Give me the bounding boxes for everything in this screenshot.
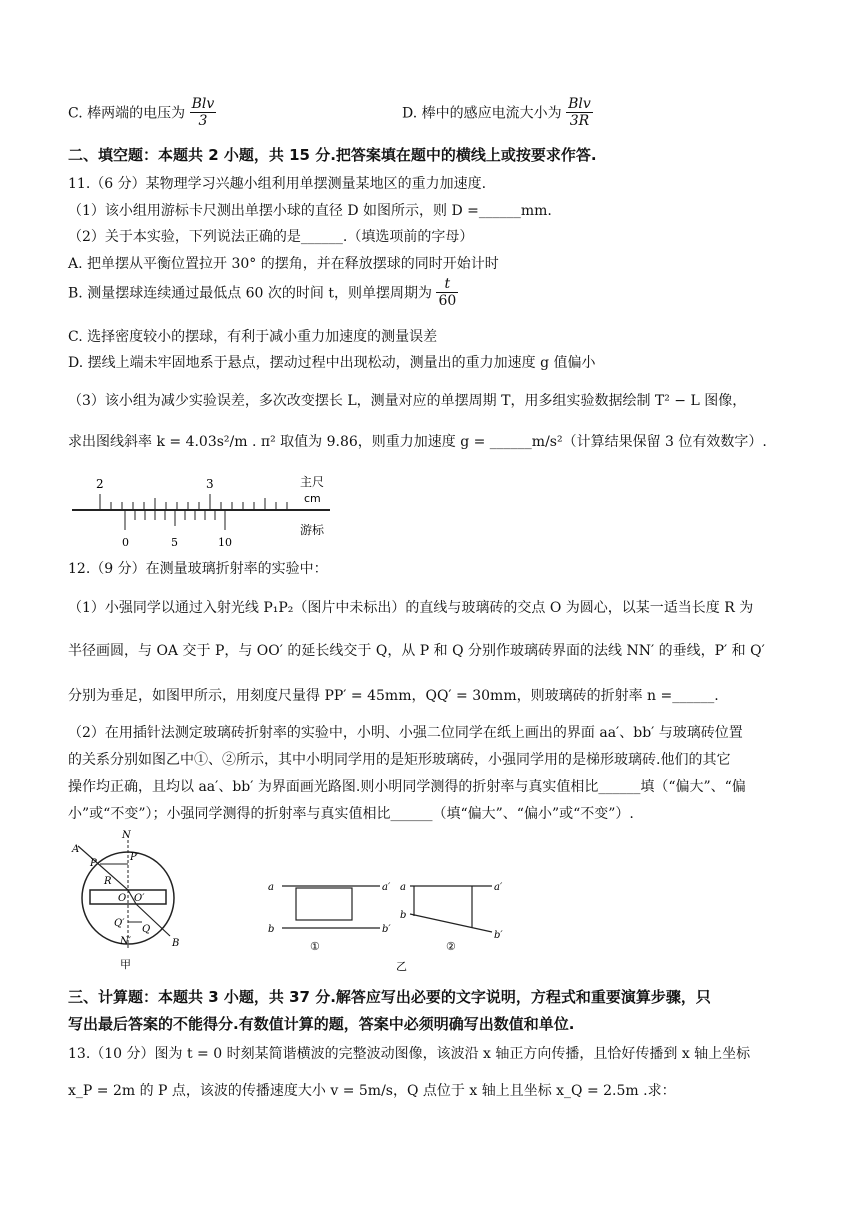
q11-stem: 11.（6 分）某物理学习兴趣小组利用单摆测量某地区的重力加速度. (68, 176, 487, 192)
caliper-vernier-tick-10: 10 (218, 536, 232, 549)
q11-option-c: C. 选择密度较小的摆球，有利于减小重力加速度的测量误差 (68, 329, 438, 345)
figure-jia-refraction-circle (70, 828, 190, 973)
fraction-denominator: 3 (198, 113, 208, 130)
q11-option-a: A. 把单摆从平衡位置拉开 30° 的摆角，并在释放摆球的同时开始计时 (68, 256, 499, 272)
q12-part2-line2: 的关系分别如图乙中①、②所示，其中小明同学用的是矩形玻璃砖，小强同学用的是梯形玻璃砖.他们的其它 (68, 752, 731, 768)
q12-part1-line3: 分别为垂足，如图甲所示，用刻度尺量得 PP′ = 45mm，QQ′ = 30mm，则玻璃砖的折射率 n =______. (68, 688, 719, 704)
figure-yi-interfaces (260, 866, 520, 976)
label-n: N (122, 830, 131, 841)
q12-part2-line4: 小”或“不变”）；小强同学测得的折射率与真实值相比______（填“偏大”、“偏小”或“不变”）. (68, 806, 634, 822)
q12-part1-line2: 半径画圆，与 OA 交于 P，与 OO′ 的延长线交于 Q，从 P 和 Q 分别作玻璃砖界面的法线 NN′ 的垂线，P′ 和 Q′ (68, 643, 765, 659)
fig2-label-a-prime: a′ (494, 882, 503, 893)
fig1-rectangular-glass (296, 888, 352, 920)
q10-option-c-fraction (190, 96, 217, 129)
vernier-caliper-figure (70, 470, 350, 550)
figure-yi-caption: 乙 (396, 960, 407, 973)
q10-option-c-text: C. 棒两端的电压为 (68, 105, 186, 122)
q11-part2: （2）关于本实验，下列说法正确的是______.（填选项前的字母） (68, 229, 474, 245)
q11-option-d: D. 摆线上端未牢固地系于悬点，摆动过程中出现松动，测量出的重力加速度 g 值偏小 (68, 355, 596, 371)
caliper-main-tick-3: 3 (206, 477, 214, 491)
section3-title-line1: 三、计算题：本题共 3 小题，共 37 分.解答应写出必要的文字说明，方程式和重要演算步骤，只 (68, 988, 711, 1006)
label-n-prime: N′ (120, 936, 132, 947)
q13-line2: x_P = 2m 的 P 点，该波的传播速度大小 v = 5m/s，Q 点位于 x 轴上且坐标 x_Q = 2.5m .求： (68, 1083, 676, 1099)
q11-option-b (68, 276, 458, 309)
section2-title: 二、填空题：本题共 2 小题，共 15 分.把答案填在题中的横线上或按要求作答. (68, 146, 597, 164)
fraction-denominator: 60 (438, 293, 457, 310)
label-r: R (104, 876, 112, 887)
caliper-main-ticks (100, 494, 287, 510)
fig2-label-b: b (400, 910, 407, 921)
label-q: Q (142, 924, 151, 935)
q12-part2-line3: 操作均正确，且均以 aa′、bb′ 为界面画光路图.则小明同学测得的折射率与真实值相比______填（“偏大”、“偏 (68, 779, 746, 795)
fraction-numerator: t (436, 276, 458, 293)
q12-stem: 12.（9 分）在测量玻璃折射率的实验中： (68, 561, 328, 577)
q13-line1: 13.（10 分）图为 t = 0 时刻某简谐横波的完整波动图像，该波沿 x 轴正方向传播，且恰好传播到 x 轴上坐标 (68, 1046, 751, 1062)
caliper-main-tick-2: 2 (96, 477, 104, 491)
fig1-number: ① (310, 940, 320, 953)
caliper-vernier-label: 游标 (300, 523, 325, 537)
q12-part2-line1: （2）在用插针法测定玻璃砖折射率的实验中，小明、小强二位同学在纸上画出的界面 aa′、bb′ 与玻璃砖位置 (68, 725, 743, 741)
label-q-prime: Q′ (114, 918, 125, 929)
fig1-label-a-prime: a′ (382, 882, 391, 893)
fig2-label-a: a (400, 882, 406, 893)
q11-option-b-text: B. 测量摆球连续通过最低点 60 次的时间 t，则单摆周期为 (68, 285, 432, 302)
q11-part1: （1）该小组用游标卡尺测出单摆小球的直径 D 如图所示，则 D =______mm. (68, 203, 552, 219)
q11-part3-line1: （3）该小组为减少实验误差，多次改变摆长 L，测量对应的单摆周期 T，用多组实验数据绘制 T² − L 图像， (68, 393, 747, 409)
fraction-numerator: Blv (568, 96, 591, 112)
label-o: O (118, 893, 127, 904)
fraction-numerator: Blv (191, 96, 215, 112)
q10-option-d (402, 96, 593, 129)
label-p-prime: P′ (130, 852, 139, 863)
caliper-unit-label: cm (304, 492, 321, 505)
section3-title-line2: 写出最后答案的不能得分.有数值计算的题，答案中必须明确写出数值和单位. (68, 1015, 575, 1033)
fig2-bb-line (410, 914, 492, 932)
q10-option-d-fraction (566, 96, 593, 129)
label-a: A (72, 844, 80, 855)
q10-option-c (68, 96, 216, 129)
fig1-label-b-prime: b′ (382, 924, 391, 935)
q11-option-b-fraction (436, 276, 458, 309)
label-b: B (172, 938, 180, 949)
q12-part1-line1: （1）小强同学以通过入射光线 P₁P₂（图片中未标出）的直线与玻璃砖的交点 O 为圆心，以某一适当长度 R 为 (68, 600, 754, 616)
caliper-vernier-ticks (125, 510, 225, 530)
fig1-label-a: a (268, 882, 274, 893)
label-p: P (90, 858, 97, 869)
caliper-vernier-tick-0: 0 (122, 536, 129, 549)
fraction-denominator: 3R (569, 113, 590, 130)
label-o-prime: O′ (134, 893, 145, 904)
fig2-number: ② (446, 940, 456, 953)
figure-jia-caption: 甲 (120, 958, 131, 971)
caliper-main-label: 主尺 (300, 475, 325, 489)
caliper-vernier-tick-5: 5 (171, 536, 178, 549)
q10-option-d-text: D. 棒中的感应电流大小为 (402, 105, 562, 122)
q11-part3-line2: 求出图线斜率 k = 4.03s²/m . π² 取值为 9.86，则重力加速度 g = ______m/s²（计算结果保留 3 位有效数字）. (68, 434, 767, 450)
fig1-label-b: b (268, 924, 275, 935)
fig2-label-b-prime: b′ (494, 930, 503, 941)
